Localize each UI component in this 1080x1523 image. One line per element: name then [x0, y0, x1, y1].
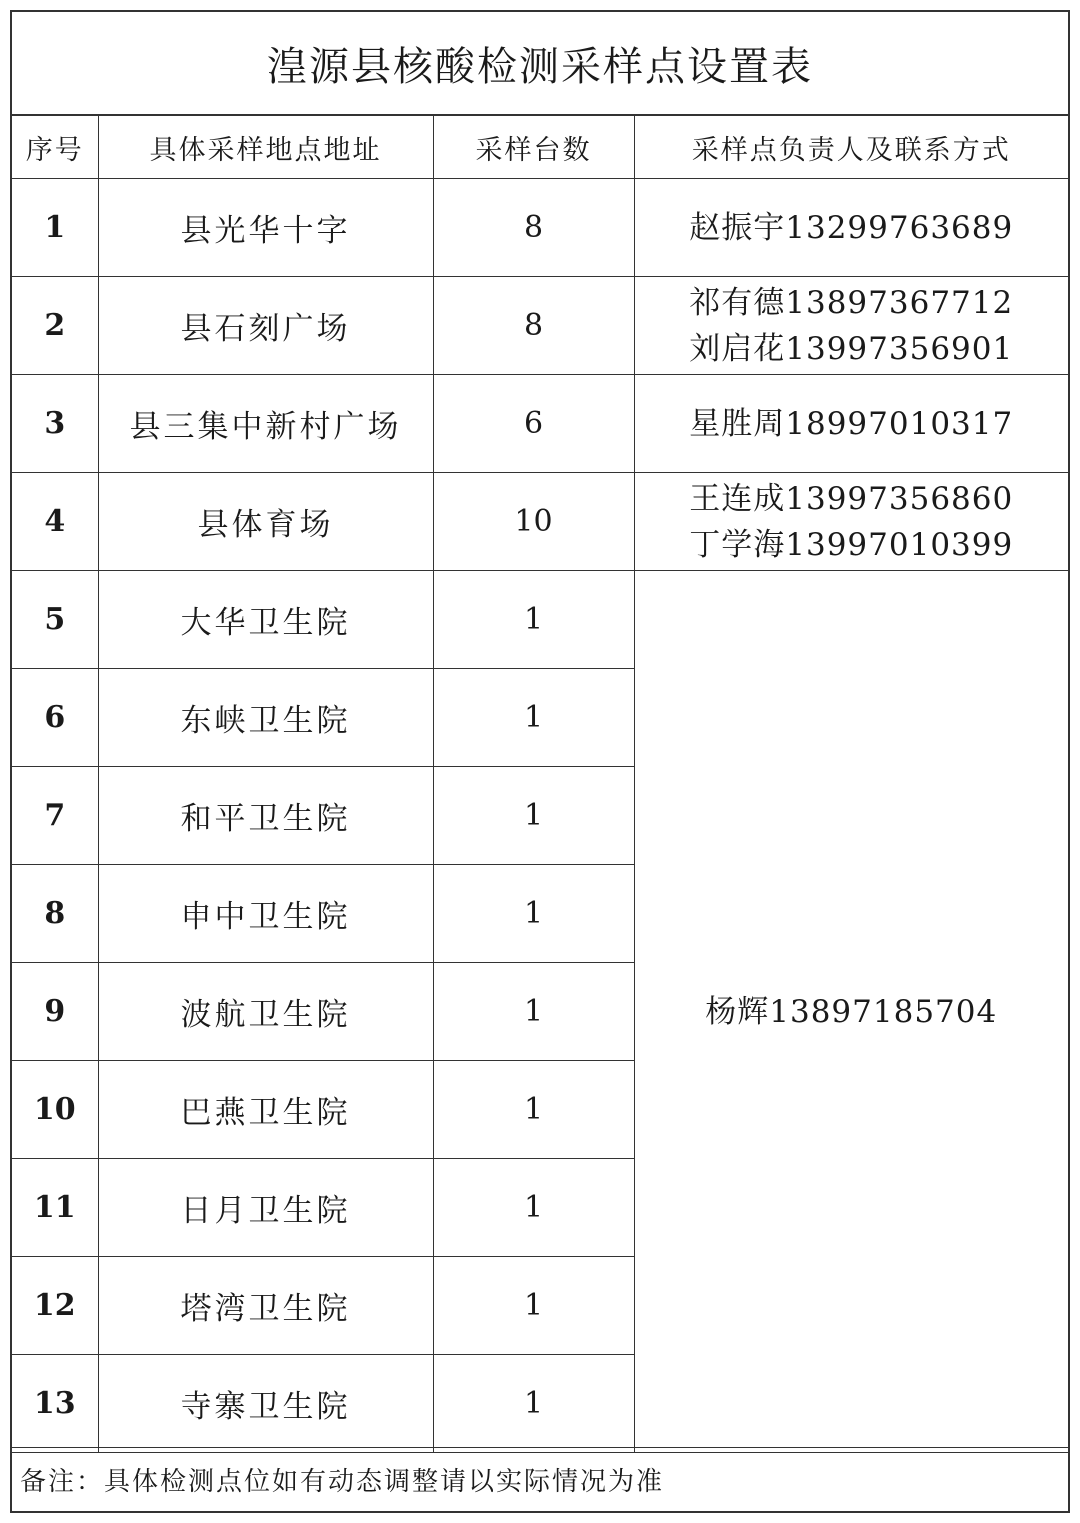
row-count: 1: [433, 963, 634, 1061]
row-count: 6: [433, 375, 634, 473]
contact-person: 赵振宇13299763689: [689, 209, 1014, 246]
row-address: 县光华十字: [98, 179, 433, 277]
row-address: 县体育场: [98, 473, 433, 571]
row-index: 13: [12, 1355, 98, 1453]
table-row: [12, 571, 1068, 669]
row-count: 1: [433, 1061, 634, 1159]
contact-person: 祁有德13897367712: [689, 284, 1014, 321]
table-row: [12, 277, 1068, 375]
row-index: 12: [12, 1257, 98, 1355]
row-address: 波航卫生院: [98, 963, 433, 1061]
row-index: 3: [12, 375, 98, 473]
page-title: 湟源县核酸检测采样点设置表: [12, 12, 1068, 116]
footnote: 备注：具体检测点位如有动态调整请以实际情况为准: [12, 1447, 1068, 1511]
row-contact: [634, 179, 1068, 277]
row-contact: [634, 473, 1068, 571]
row-address: 日月卫生院: [98, 1159, 433, 1257]
row-address: 申中卫生院: [98, 865, 433, 963]
row-address: 大华卫生院: [98, 571, 433, 669]
row-count: 1: [433, 1355, 634, 1453]
sampling-site-sheet: [10, 10, 1070, 1513]
row-index: 8: [12, 865, 98, 963]
row-address: 塔湾卫生院: [98, 1257, 433, 1355]
row-count: 1: [433, 571, 634, 669]
row-count: 8: [433, 277, 634, 375]
row-count: 1: [433, 1257, 634, 1355]
contact-person: 王连成13997356860: [689, 480, 1014, 517]
row-address: 县石刻广场: [98, 277, 433, 375]
row-index: 1: [12, 179, 98, 277]
row-count: 1: [433, 767, 634, 865]
row-address: 县三集中新村广场: [98, 375, 433, 473]
row-index: 2: [12, 277, 98, 375]
row-address: 巴燕卫生院: [98, 1061, 433, 1159]
table-row: [12, 179, 1068, 277]
row-index: 9: [12, 963, 98, 1061]
header-contact: 采样点负责人及联系方式: [634, 116, 1068, 179]
row-index: 7: [12, 767, 98, 865]
row-count: 8: [433, 179, 634, 277]
row-index: 5: [12, 571, 98, 669]
header-index: 序号: [12, 116, 98, 179]
sampling-site-table: [12, 116, 1068, 1453]
row-index: 6: [12, 669, 98, 767]
contact-person: 星胜周18997010317: [689, 405, 1014, 442]
contact-person: 丁学海13997010399: [689, 526, 1014, 563]
header-address: 具体采样地点地址: [98, 116, 433, 179]
contact-person: 刘启花13997356901: [689, 330, 1014, 367]
row-count: 1: [433, 865, 634, 963]
table-row: [12, 473, 1068, 571]
row-count: 1: [433, 1159, 634, 1257]
row-count: 1: [433, 669, 634, 767]
row-contact: [634, 277, 1068, 375]
row-address: 寺寨卫生院: [98, 1355, 433, 1453]
row-contact: [634, 375, 1068, 473]
row-index: 4: [12, 473, 98, 571]
row-index: 11: [12, 1159, 98, 1257]
row-address: 东峡卫生院: [98, 669, 433, 767]
header-count: 采样台数: [433, 116, 634, 179]
row-address: 和平卫生院: [98, 767, 433, 865]
shared-contact: 杨辉13897185704: [634, 571, 1068, 1453]
table-header-row: [12, 116, 1068, 179]
row-count: 10: [433, 473, 634, 571]
row-index: 10: [12, 1061, 98, 1159]
table-row: [12, 375, 1068, 473]
